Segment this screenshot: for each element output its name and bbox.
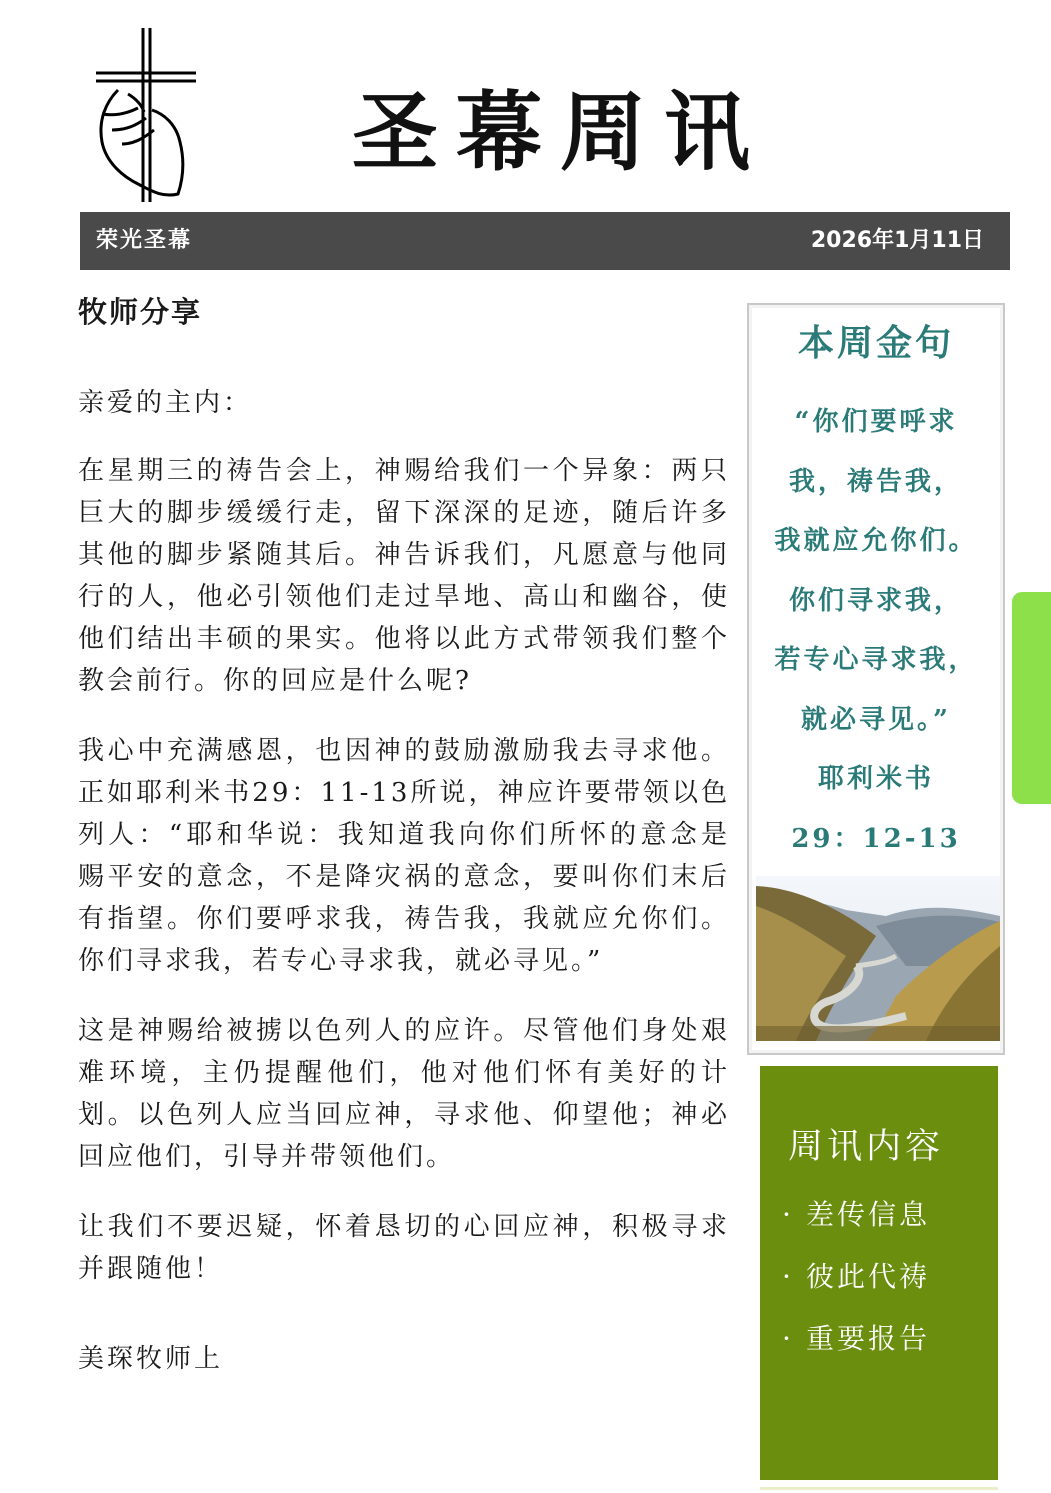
contents-item-label: 差传信息 xyxy=(806,1198,931,1231)
article-heading: 牧师分享 xyxy=(78,295,203,329)
article-paragraph: 在星期三的祷告会上，神赐给我们一个异象：两只巨大的脚步缓缓行走，留下深深的足迹，随后许多其他的脚步紧随其后。神告诉我们，凡愿意与他同行的人，他必引领他们走过旱地、高山和幽谷，使他们结出丰硕的果实。他将以此方式带领我们整个教会前行。你的回应是什么呢? xyxy=(78,456,730,696)
article-greeting: 亲爱的主内： xyxy=(78,388,253,418)
bullet: · xyxy=(782,1198,794,1231)
pastor-article xyxy=(78,288,730,1380)
verse-line: 我就应允你们。 xyxy=(774,526,978,556)
verse-line: 就必寻见。” xyxy=(801,704,951,735)
verse-reference: 29：12-13 xyxy=(791,823,961,854)
contents-title: 周讯内容 xyxy=(788,1127,945,1167)
verse-text xyxy=(749,393,1003,869)
contents-box xyxy=(760,1066,998,1480)
header-banner xyxy=(80,212,1010,270)
verse-reference: 耶利米书 xyxy=(817,764,934,794)
issue-date: 2026年1月11日 xyxy=(810,228,984,253)
contents-item-announcements[interactable] xyxy=(782,1314,930,1376)
contents-item-prayer[interactable] xyxy=(782,1252,930,1314)
newsletter-title: 圣幕周讯 xyxy=(352,83,768,183)
mountain-road-image xyxy=(756,876,1000,1041)
bullet: · xyxy=(782,1260,794,1293)
verse-line: “你们要呼求 xyxy=(794,407,958,437)
weekly-verse-box xyxy=(747,303,1005,1055)
article-paragraph: 让我们不要迟疑，怀着恳切的心回应神，积极寻求并跟随他！ xyxy=(78,1212,730,1284)
bullet: · xyxy=(782,1322,794,1355)
contents-item-label: 彼此代祷 xyxy=(806,1260,931,1293)
verse-line: 若专心寻求我， xyxy=(774,645,978,675)
article-signature: 美琛牧师上 xyxy=(78,1344,224,1374)
church-name: 荣光圣幕 xyxy=(96,228,193,253)
cross-dove-logo-icon xyxy=(92,26,200,204)
article-paragraph: 这是神赐给被掳以色列人的应许。尽管他们身处艰难环境，主仍提醒他们，他对他们怀有美好的计划。以色列人应当回应神，寻求他、仰望他；神必回应他们，引导并带领他们。 xyxy=(78,1016,730,1172)
contents-item-label: 重要报告 xyxy=(806,1322,931,1355)
verse-line: 你们寻求我， xyxy=(788,585,963,616)
verse-line: 我，祷告我， xyxy=(788,466,963,497)
article-paragraph: 我心中充满感恩，也因神的鼓励激励我去寻求他。正如耶利米书29：11-13所说，神应许要带领以色列人：“耶和华说：我知道我向你们所怀的意念是赐平安的意念，不是降灾祸的意念，要叫你们末后有指望。你们要呼求我，祷告我，我就应允你们。你们寻求我，若专心寻求我，就必寻见。” xyxy=(78,736,730,976)
side-tab-marker xyxy=(1012,592,1051,804)
verse-title: 本周金句 xyxy=(797,323,954,364)
contents-list xyxy=(782,1190,930,1376)
contents-item-missions[interactable] xyxy=(782,1190,930,1252)
